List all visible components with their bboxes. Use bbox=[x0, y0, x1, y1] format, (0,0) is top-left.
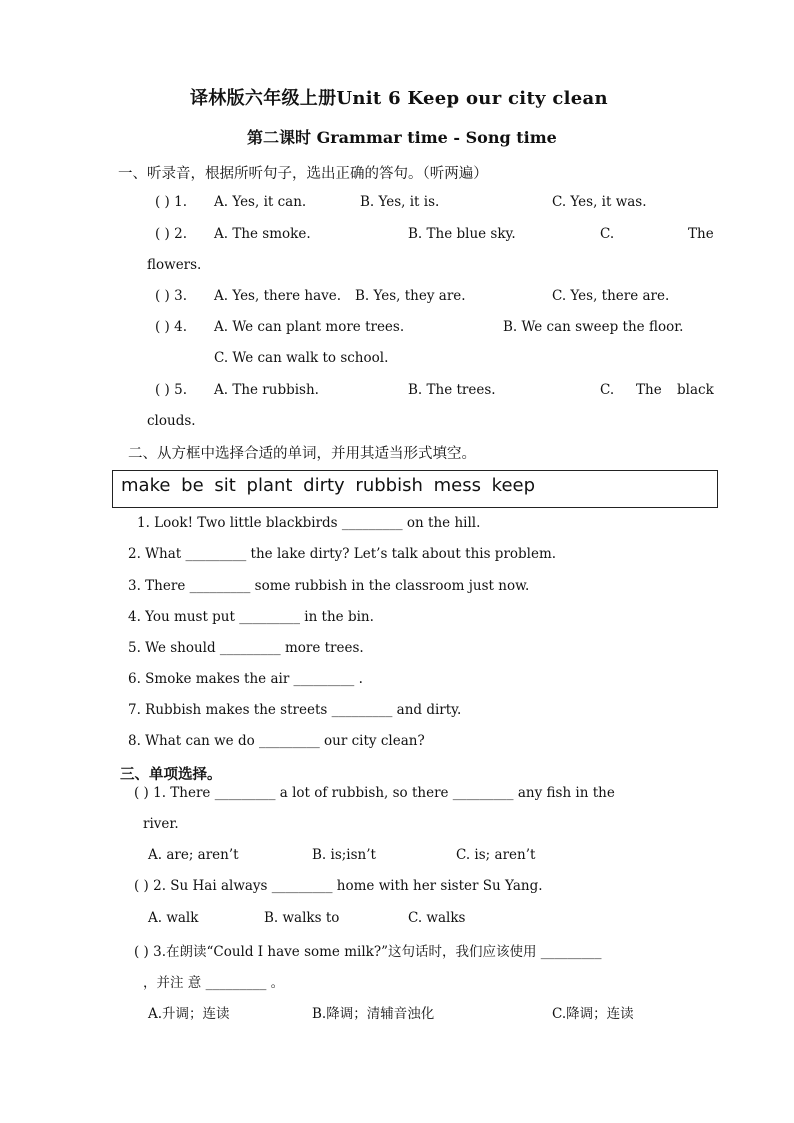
p1-q2-number: ( ) 2. bbox=[155, 226, 187, 242]
p3-q1-option-c: C. is; aren’t bbox=[456, 847, 536, 863]
word-box-words: make be sit plant dirty rubbish mess keep bbox=[121, 475, 536, 496]
p3-q1-option-a: A. are; aren’t bbox=[148, 847, 239, 863]
p1-q2-option-b: B. The blue sky. bbox=[408, 226, 516, 242]
p2-item-5: 5. We should _________ more trees. bbox=[128, 640, 364, 656]
p1-q3-option-c: C. Yes, there are. bbox=[552, 288, 670, 304]
section-2-heading: 二、从方框中选择合适的单词，并用其适当形式填空。 bbox=[128, 446, 476, 462]
p3-q3-continuation: ，并注 意 _________ 。 bbox=[143, 975, 285, 991]
p1-q2-option-a: A. The smoke. bbox=[214, 226, 311, 242]
worksheet-title: 译林版六年级上册Unit 6 Keep our city clean bbox=[190, 88, 608, 109]
p3-q1-stem: ( ) 1. There _________ a lot of rubbish, so there _________ any fish in the bbox=[134, 785, 615, 801]
p3-q3-option-a: A.升调；连读 bbox=[148, 1006, 230, 1022]
p1-q5-option-a: A. The rubbish. bbox=[214, 382, 319, 398]
p3-q3-option-b: B.降调；清辅音浊化 bbox=[312, 1006, 435, 1022]
p3-q1-continuation: river. bbox=[143, 816, 179, 832]
p3-q2-option-b: B. walks to bbox=[264, 910, 340, 926]
p2-item-8: 8. What can we do _________ our city clean? bbox=[128, 733, 425, 749]
p2-item-3: 3. There _________ some rubbish in the classroom just now. bbox=[128, 578, 530, 594]
p3-q3-option-c: C.降调；连读 bbox=[552, 1006, 634, 1022]
p3-q3-stem: ( ) 3.在朗读“Could I have some milk?”这句话时，我们应该使用 _________ bbox=[134, 944, 602, 960]
p1-q5-option-c-letter: C. bbox=[600, 382, 615, 398]
lesson-subtitle: 第二课时 Grammar time - Song time bbox=[247, 128, 557, 147]
p1-q1-option-c: C. Yes, it was. bbox=[552, 194, 647, 210]
p1-q4-option-b: B. We can sweep the floor. bbox=[503, 319, 684, 335]
p3-q1-option-b: B. is;isn’t bbox=[312, 847, 376, 863]
p3-q2-option-a: A. walk bbox=[148, 910, 199, 926]
p1-q4-option-c: C. We can walk to school. bbox=[214, 350, 389, 366]
p1-q5-option-b: B. The trees. bbox=[408, 382, 496, 398]
p2-item-6: 6. Smoke makes the air _________ . bbox=[128, 671, 363, 687]
p2-item-1: 1. Look! Two little blackbirds _________ on the hill. bbox=[137, 515, 481, 531]
p2-item-7: 7. Rubbish makes the streets _________ and dirty. bbox=[128, 702, 462, 718]
p1-q2-continuation: flowers. bbox=[147, 257, 202, 273]
p1-q5-continuation: clouds. bbox=[147, 413, 196, 429]
p1-q5-option-c-text-2: black bbox=[677, 382, 714, 398]
p1-q1-option-b: B. Yes, it is. bbox=[360, 194, 440, 210]
p3-q2-stem: ( ) 2. Su Hai always _________ home with her sister Su Yang. bbox=[134, 878, 543, 894]
section-1-heading: 一、听录音，根据所听句子，选出正确的答句。（听两遍） bbox=[118, 166, 488, 182]
p1-q2-option-c-letter: C. bbox=[600, 226, 615, 242]
p1-q4-option-a: A. We can plant more trees. bbox=[214, 319, 405, 335]
p1-q4-number: ( ) 4. bbox=[155, 319, 187, 335]
p1-q5-option-c-text: The bbox=[636, 382, 662, 398]
p2-item-2: 2. What _________ the lake dirty? Let’s talk about this problem. bbox=[128, 546, 557, 562]
section-3-heading: 三、单项选择。 bbox=[120, 766, 222, 783]
p1-q3-option-a: A. Yes, there have. bbox=[214, 288, 342, 304]
p1-q1-number: ( ) 1. bbox=[155, 194, 187, 210]
p1-q2-option-c-text: The bbox=[688, 226, 714, 242]
p1-q5-number: ( ) 5. bbox=[155, 382, 187, 398]
p1-q1-option-a: A. Yes, it can. bbox=[214, 194, 307, 210]
p2-item-4: 4. You must put _________ in the bin. bbox=[128, 609, 374, 625]
p1-q3-option-b: B. Yes, they are. bbox=[355, 288, 466, 304]
p3-q2-option-c: C. walks bbox=[408, 910, 466, 926]
word-box bbox=[112, 470, 718, 508]
p1-q3-number: ( ) 3. bbox=[155, 288, 187, 304]
